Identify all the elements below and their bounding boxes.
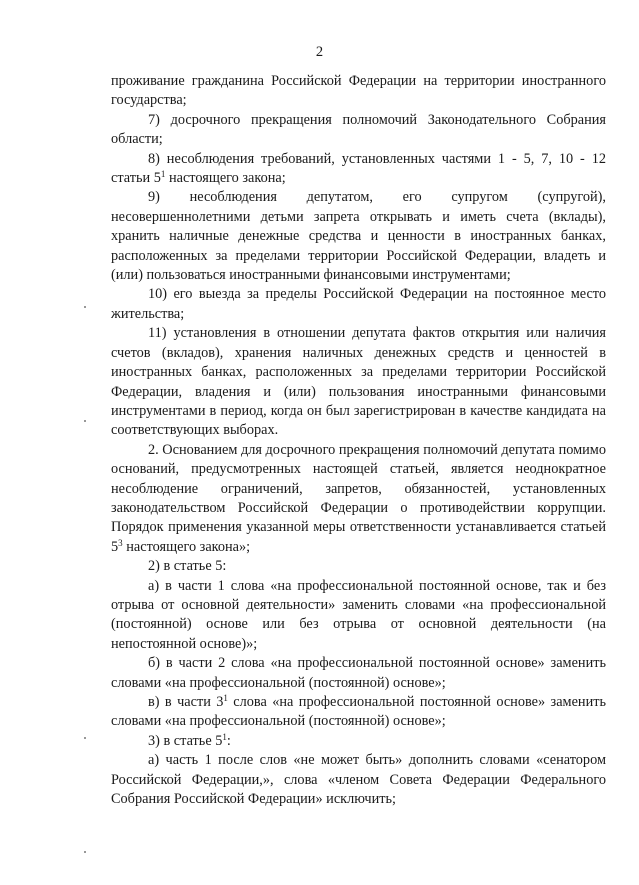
paragraph-text: 10) его выезда за пределы Российской Федерации на постоянное место жительства; (111, 286, 606, 322)
scan-speck (84, 737, 86, 739)
paragraph (111, 693, 606, 732)
superscript: 1 (222, 731, 227, 742)
paragraph (111, 732, 606, 751)
paragraph-text: : (226, 732, 231, 749)
paragraph-text: настоящего закона»; (122, 538, 251, 555)
paragraph-text: настоящего закона; (165, 170, 286, 187)
superscript: 1 (223, 693, 228, 703)
paragraph (111, 324, 606, 440)
paragraph (111, 577, 606, 655)
paragraph-text: 2. Основанием для досрочного прекращения полномочий депутата помимо оснований, предусмотренных настоящей статьей, является неоднократное несоблюдение ограничений, запретов, обязанностей, установленных законодательством Российской Федерации о противодействии коррупции. Порядок применения указанной меры ответственности устанавливается статьей 5 (111, 441, 606, 555)
paragraph-text: 11) установления в отношении депутата фактов открытия или наличия счетов (вкладов), хранения наличных денежных средств и ценностей в иностранных банках, расположенных за пределами территории Российской Федерации, владения и (или) пользования иностранными финансовыми инструментами в период, когда он был зарегистрирован в качестве кандидата на соответствующих выборах. (111, 325, 606, 439)
paragraph-text: 7) досрочного прекращения полномочий Законодательного Собрания области; (111, 111, 606, 148)
paragraph (111, 188, 606, 285)
paragraph (111, 285, 606, 324)
paragraph (111, 441, 606, 557)
scan-speck (84, 420, 86, 422)
page-number: 2 (315, 44, 324, 60)
paragraph (111, 111, 606, 150)
superscript: 1 (160, 169, 166, 180)
paragraph-text: б) в части 2 слова «на профессиональной постоянной основе» заменить словами «на профессиональной (постоянной) основе»; (111, 655, 606, 691)
paragraph-text: в) в части 3 (148, 694, 224, 710)
paragraph (111, 654, 606, 693)
superscript: 3 (118, 537, 123, 548)
paragraph (111, 150, 606, 189)
paragraph (111, 72, 606, 111)
paragraph-text: 9) несоблюдения депутатом, его супругом (супругой), несовершеннолетними детьми запрета открывать и иметь счета (вклады), хранить наличные денежные средства и ценности в иностранных банках, расположенных за пределами территории Российской Федерации, владеть и (или) пользоваться иностранными финансовыми инструментами; (111, 189, 606, 284)
paragraph-text: проживание гражданина Российской Федерации на территории иностранного государства; (111, 73, 606, 109)
scan-speck (84, 306, 86, 308)
scan-speck (84, 851, 86, 853)
document-body (111, 72, 606, 809)
paragraph-text: 8) несоблюдения требований, установленных частями 1 - 5, 7, 10 - 12 статьи 5 (111, 150, 606, 187)
paragraph-text: а) в части 1 слова «на профессиональной постоянной основе, так и без отрыва от основной деятельности» заменить словами «на профессиональной (постоянной) основе или без отрыва от основной деятельности (на непостоянной основе)»; (111, 577, 606, 652)
paragraph-text: 3) в статье 5 (148, 732, 223, 749)
paragraph-text: 2) в статье 5: (148, 558, 227, 575)
paragraph (111, 751, 606, 809)
paragraph (111, 557, 606, 576)
paragraph-text: слова «на профессиональной постоянной основе» заменить словами «на профессиональной (постоянной) основе»; (111, 694, 607, 730)
paragraph-text: а) часть 1 после слов «не может быть» дополнить словами «сенатором Российской Федерации,», слова «членом Совета Федерации Федерального Собрания Российской Федерации» исключить; (111, 752, 606, 808)
